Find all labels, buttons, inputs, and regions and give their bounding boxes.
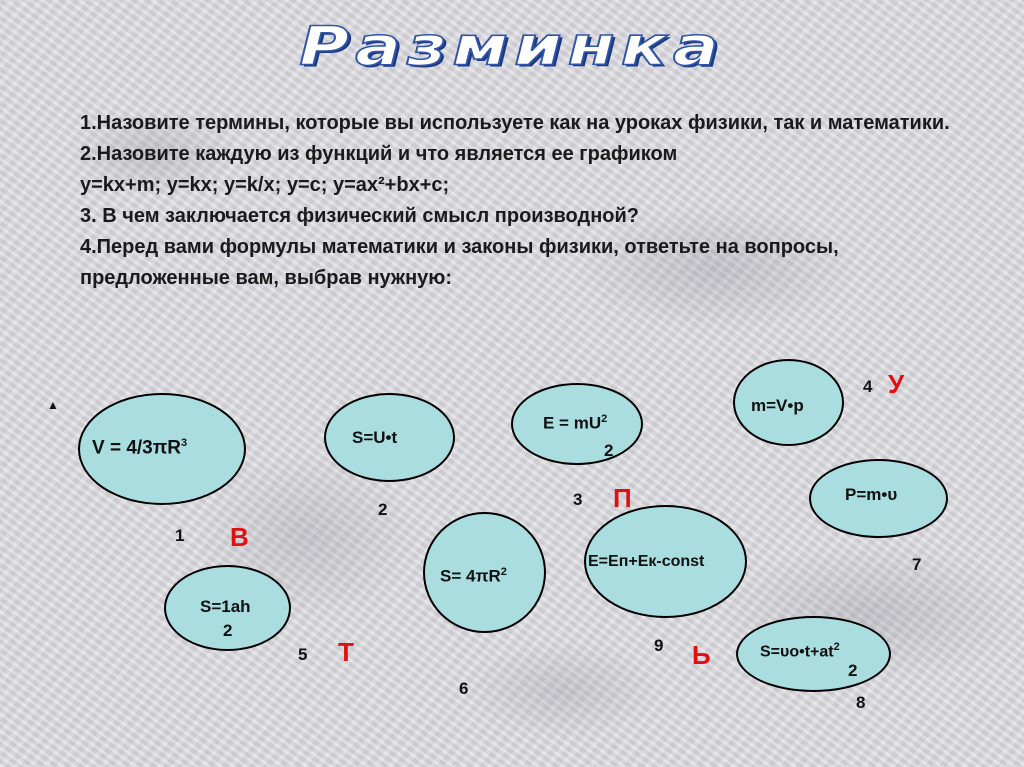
question-2: 2.Назовите каждую из функций и что является ее графиком bbox=[80, 143, 678, 165]
number-7: 7 bbox=[912, 555, 922, 574]
formula-triangle-area: S=1ah bbox=[200, 597, 251, 616]
letter-t: Т bbox=[338, 637, 354, 667]
questions-block bbox=[80, 108, 960, 294]
bullet-marker: ▲ bbox=[47, 398, 59, 412]
question-1: 1.Назовите термины, которые вы используете как на уроках физики, так и математики. bbox=[80, 112, 950, 134]
formula-momentum: P=m•υ bbox=[845, 485, 898, 504]
letter-soft-sign: Ь bbox=[692, 640, 711, 670]
question-3: 3. В чем заключается физический смысл производной? bbox=[80, 205, 640, 227]
question-4: 4.Перед вами формулы математики и законы физики, ответьте на вопросы, предложенные вам, выбрав нужную: bbox=[80, 236, 839, 289]
number-8: 8 bbox=[856, 693, 866, 712]
formula-kinetic-energy: $E = mU^2$ bbox=[543, 413, 608, 433]
number-2: 2 bbox=[378, 500, 388, 519]
formula-sphere-area: $S= 4\pi R^2$ bbox=[440, 566, 507, 586]
number-3: 3 bbox=[573, 490, 583, 509]
number-9: 9 bbox=[654, 636, 664, 655]
question-2-functions: y=kx+m; y=kx; y=k/x; y=c; y=ax²+bx+c; bbox=[80, 174, 450, 196]
number-5: 5 bbox=[298, 645, 308, 664]
formula-accelerated-motion: $S=\upsilon o•t+at^2$ bbox=[760, 641, 840, 661]
letter-u: У bbox=[888, 369, 905, 399]
formula-kinetic-energy-denominator: 2 bbox=[604, 441, 614, 460]
letter-p: П bbox=[613, 483, 632, 513]
formula-accelerated-motion-denominator: 2 bbox=[848, 661, 858, 680]
formula-triangle-area-denominator: 2 bbox=[223, 621, 233, 640]
letter-v: В bbox=[230, 522, 249, 552]
number-6: 6 bbox=[459, 679, 469, 698]
formula-mass: m=V•p bbox=[751, 396, 804, 415]
number-1: 1 bbox=[175, 526, 185, 545]
formula-sphere-volume: $V = 4/3\pi R^3$ bbox=[92, 437, 188, 459]
formula-distance: S=U•t bbox=[352, 428, 398, 447]
slide-title: Разминка bbox=[299, 16, 725, 78]
number-4: 4 bbox=[863, 377, 873, 396]
formula-energy-conservation: E=Eп+Eк-const bbox=[588, 553, 705, 570]
